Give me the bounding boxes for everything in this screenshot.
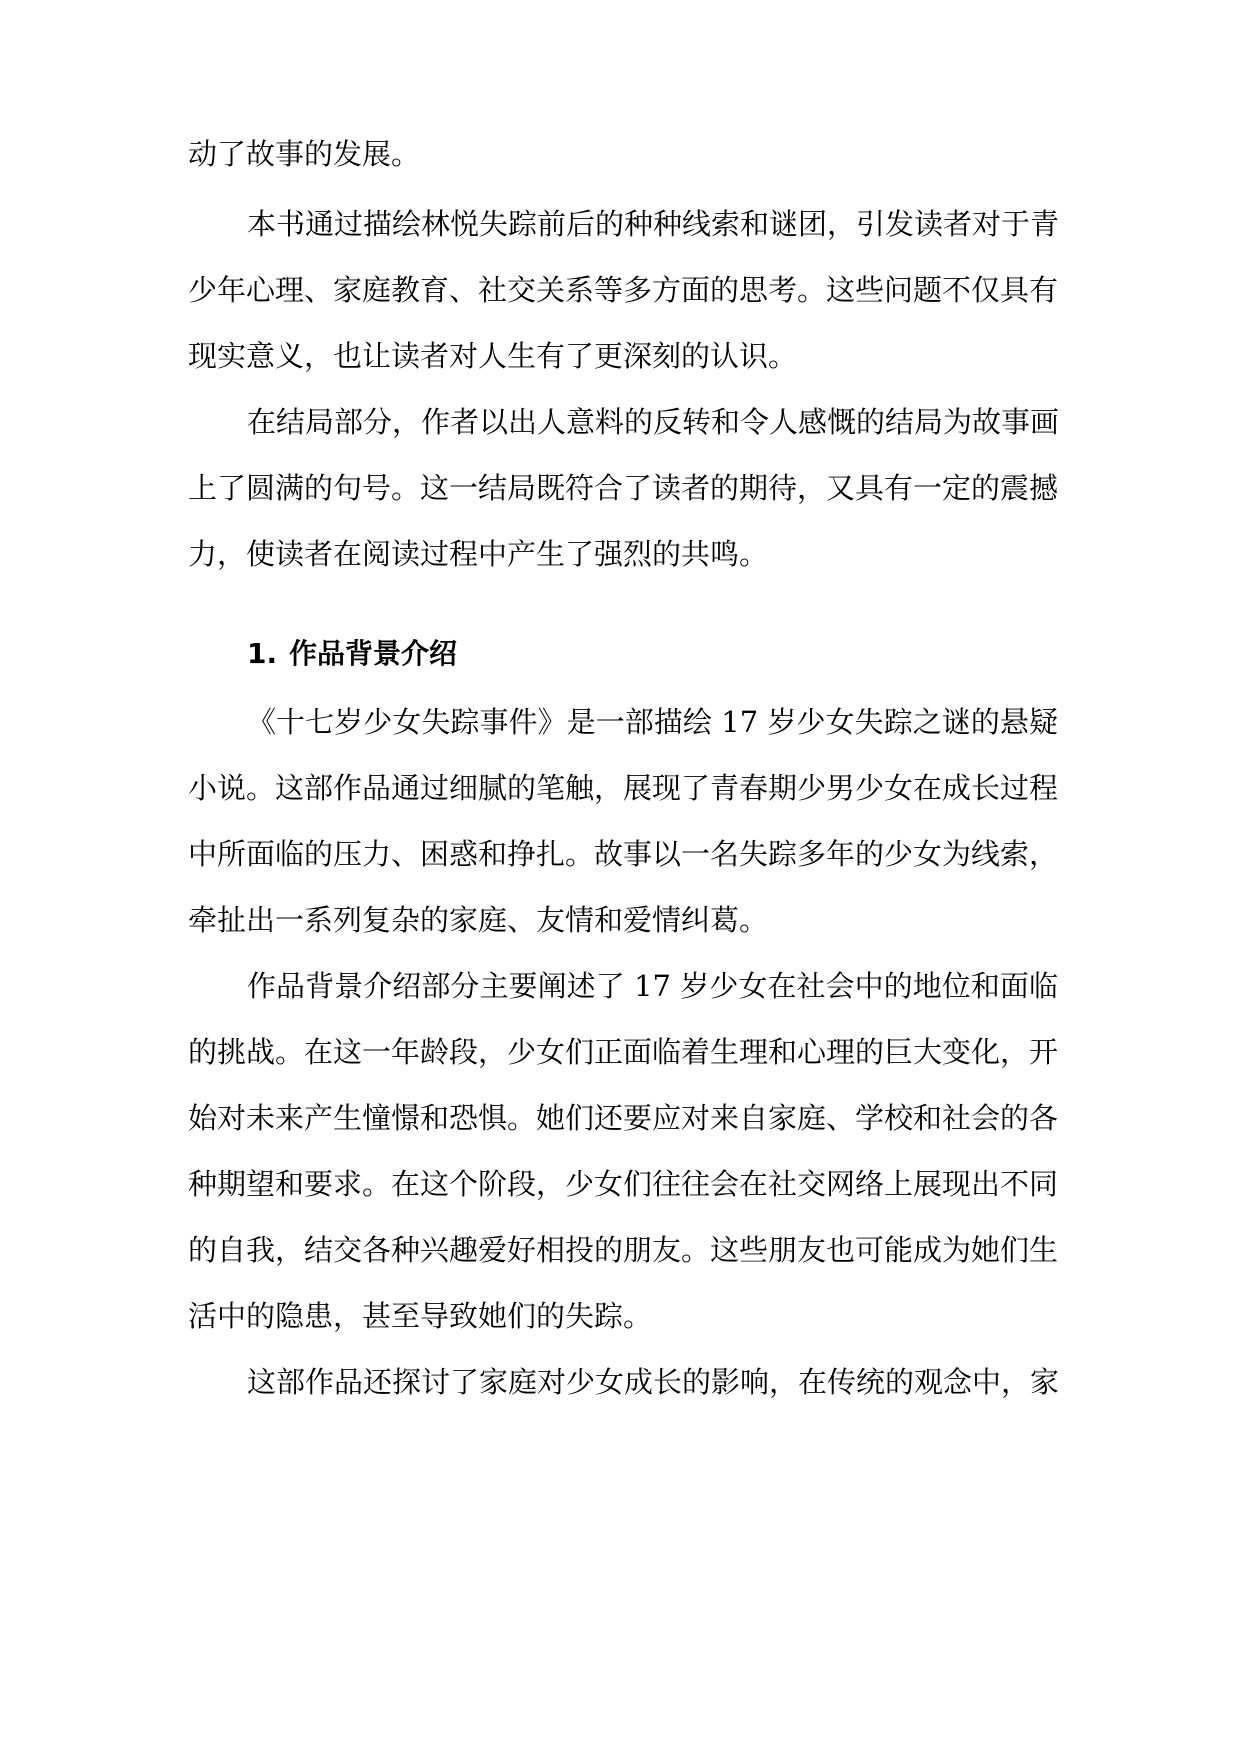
paragraph-line: 动了故事的发展。	[188, 137, 421, 171]
section-heading	[247, 634, 457, 674]
paragraph-line: 这部作品还探讨了家庭对少女成长的影响，在传统的观念中，家	[247, 1365, 1060, 1399]
section-title: 作品背景介绍	[289, 637, 458, 670]
paragraph-line: 中所面临的压力、困惑和挣扎。故事以一名失踪多年的少女为线索，	[188, 837, 1059, 871]
paragraph-line: 作品背景介绍部分主要阐述了 17 岁少女在社会中的地位和面临	[247, 969, 1058, 1003]
paragraph-line: 上了圆满的句号。这一结局既符合了读者的期待，又具有一定的震撼	[188, 471, 1059, 505]
paragraph-line: 在结局部分，作者以出人意料的反转和令人感慨的结局为故事画	[247, 405, 1060, 439]
paragraph-line: 现实意义，也让读者对人生有了更深刻的认识。	[188, 339, 798, 373]
paragraph-line: 活中的隐患，甚至导致她们的失踪。	[188, 1299, 653, 1333]
paragraph-line: 的自我，结交各种兴趣爱好相投的朋友。这些朋友也可能成为她们生	[188, 1233, 1059, 1267]
paragraph-line: 《十七岁少女失踪事件》是一部描绘 17 岁少女失踪之谜的悬疑	[247, 705, 1058, 739]
paragraph-line: 种期望和要求。在这个阶段，少女们往往会在社交网络上展现出不同	[188, 1167, 1059, 1201]
paragraph-line: 始对未来产生憧憬和恐惧。她们还要应对来自家庭、学校和社会的各	[188, 1101, 1059, 1135]
section-number: 1.	[247, 637, 278, 670]
paragraph-line: 小说。这部作品通过细腻的笔触，展现了青春期少男少女在成长过程	[188, 771, 1059, 805]
paragraph-line: 的挑战。在这一年龄段，少女们正面临着生理和心理的巨大变化，开	[188, 1035, 1059, 1069]
paragraph-line: 本书通过描绘林悦失踪前后的种种线索和谜团，引发读者对于青	[247, 207, 1060, 241]
paragraph-line: 牵扯出一系列复杂的家庭、友情和爱情纠葛。	[188, 903, 769, 937]
paragraph-line: 少年心理、家庭教育、社交关系等多方面的思考。这些问题不仅具有	[188, 273, 1059, 307]
paragraph-line: 力，使读者在阅读过程中产生了强烈的共鸣。	[188, 537, 769, 571]
